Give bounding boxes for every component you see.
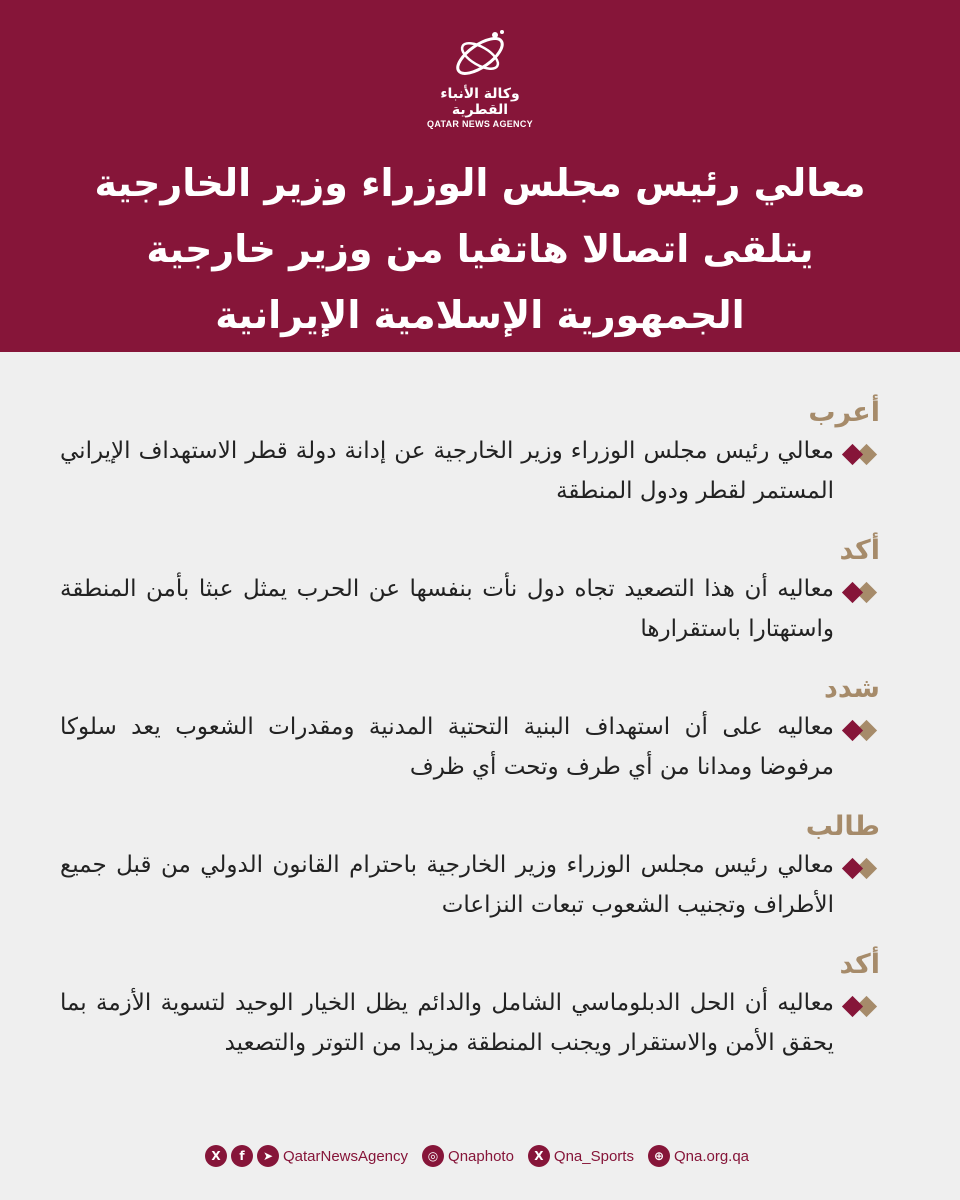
statement-item: [60, 533, 880, 649]
headline-line-3: الجمهورية الإسلامية الإيرانية: [215, 293, 745, 337]
statement-point: [60, 569, 880, 649]
statement-point: [60, 707, 880, 787]
statement-item: [60, 395, 880, 511]
statement-verb: طالب: [805, 811, 880, 842]
statements-list: [60, 395, 880, 1085]
globe-icon[interactable]: ⊕: [648, 1145, 670, 1167]
statement-text: معالي رئيس مجلس الوزراء وزير الخارجية باحترام القانون الدولي من قبل جميع الأطراف وتجنيب الشعوب تبعات النزاعات: [60, 852, 834, 918]
website-link[interactable]: Qna.org.qa: [673, 1147, 750, 1165]
diamond-bullet-icon: [834, 989, 880, 1029]
instagram-icon[interactable]: ◎: [422, 1145, 444, 1167]
x-icon[interactable]: X: [528, 1145, 550, 1167]
telegram-icon[interactable]: ➤: [257, 1145, 279, 1167]
statement-point: [60, 983, 880, 1063]
logo-arabic-text: وكالة الأنباء القطرية: [440, 86, 520, 118]
statement-item: [60, 671, 880, 787]
diamond-bullet-icon: [834, 575, 880, 615]
statement-text: معاليه أن الحل الدبلوماسي الشامل والدائم يظل الخيار الوحيد لتسوية الأزمة بما يحقق الأمن والاستقرار ويجنب المنطقة مزيدا من التوتر والتصعيد: [60, 990, 834, 1056]
social-footer: [0, 1138, 960, 1174]
x-icon[interactable]: X: [205, 1145, 227, 1167]
facebook-icon[interactable]: f: [231, 1145, 253, 1167]
headline: [60, 150, 900, 348]
statement-verb: أعرب: [808, 397, 880, 428]
statement-text: معالي رئيس مجلس الوزراء وزير الخارجية عن إدانة دولة قطر الاستهداف الإيراني المستمر لقطر ودول المنطقة: [60, 438, 834, 504]
handle-photo-link[interactable]: Qnaphoto: [448, 1147, 514, 1165]
diamond-bullet-icon: [834, 851, 880, 891]
statement-verb: أكد: [839, 949, 880, 980]
diamond-bullet-icon: [834, 437, 880, 477]
statement-point: [60, 431, 880, 511]
handle-sports-link[interactable]: Qna_Sports: [553, 1147, 634, 1165]
handle-main-link[interactable]: QatarNewsAgency: [282, 1147, 409, 1165]
headline-line-2: يتلقى اتصالا هاتفيا من وزير خارجية: [146, 227, 814, 271]
statement-text: معاليه أن هذا التصعيد تجاه دول نأت بنفسها عن الحرب يمثل عبثا بأمن المنطقة واستهتارا باستقرارها: [60, 576, 834, 642]
social-group-main[interactable]: [205, 1145, 414, 1167]
diamond-bullet-icon: [834, 713, 880, 753]
qna-emblem-icon: [445, 26, 515, 84]
qna-logo: [420, 26, 540, 129]
social-group-photo[interactable]: [422, 1145, 520, 1167]
statement-point: [60, 845, 880, 925]
statement-item: [60, 809, 880, 925]
social-group-sports[interactable]: [528, 1145, 640, 1167]
statement-text: معاليه على أن استهداف البنية التحتية المدنية ومقدرات الشعوب يعد سلوكا مرفوضا ومدانا من أي طرف وتحت أي ظرف: [60, 714, 834, 780]
statement-item: [60, 947, 880, 1063]
header-banner: [0, 0, 960, 352]
social-group-web[interactable]: [648, 1145, 755, 1167]
statement-verb: أكد: [839, 535, 880, 566]
statement-verb: شدد: [823, 673, 880, 704]
headline-line-1: معالي رئيس مجلس الوزراء وزير الخارجية: [94, 161, 866, 205]
logo-english-text: QATAR NEWS AGENCY: [427, 119, 533, 129]
